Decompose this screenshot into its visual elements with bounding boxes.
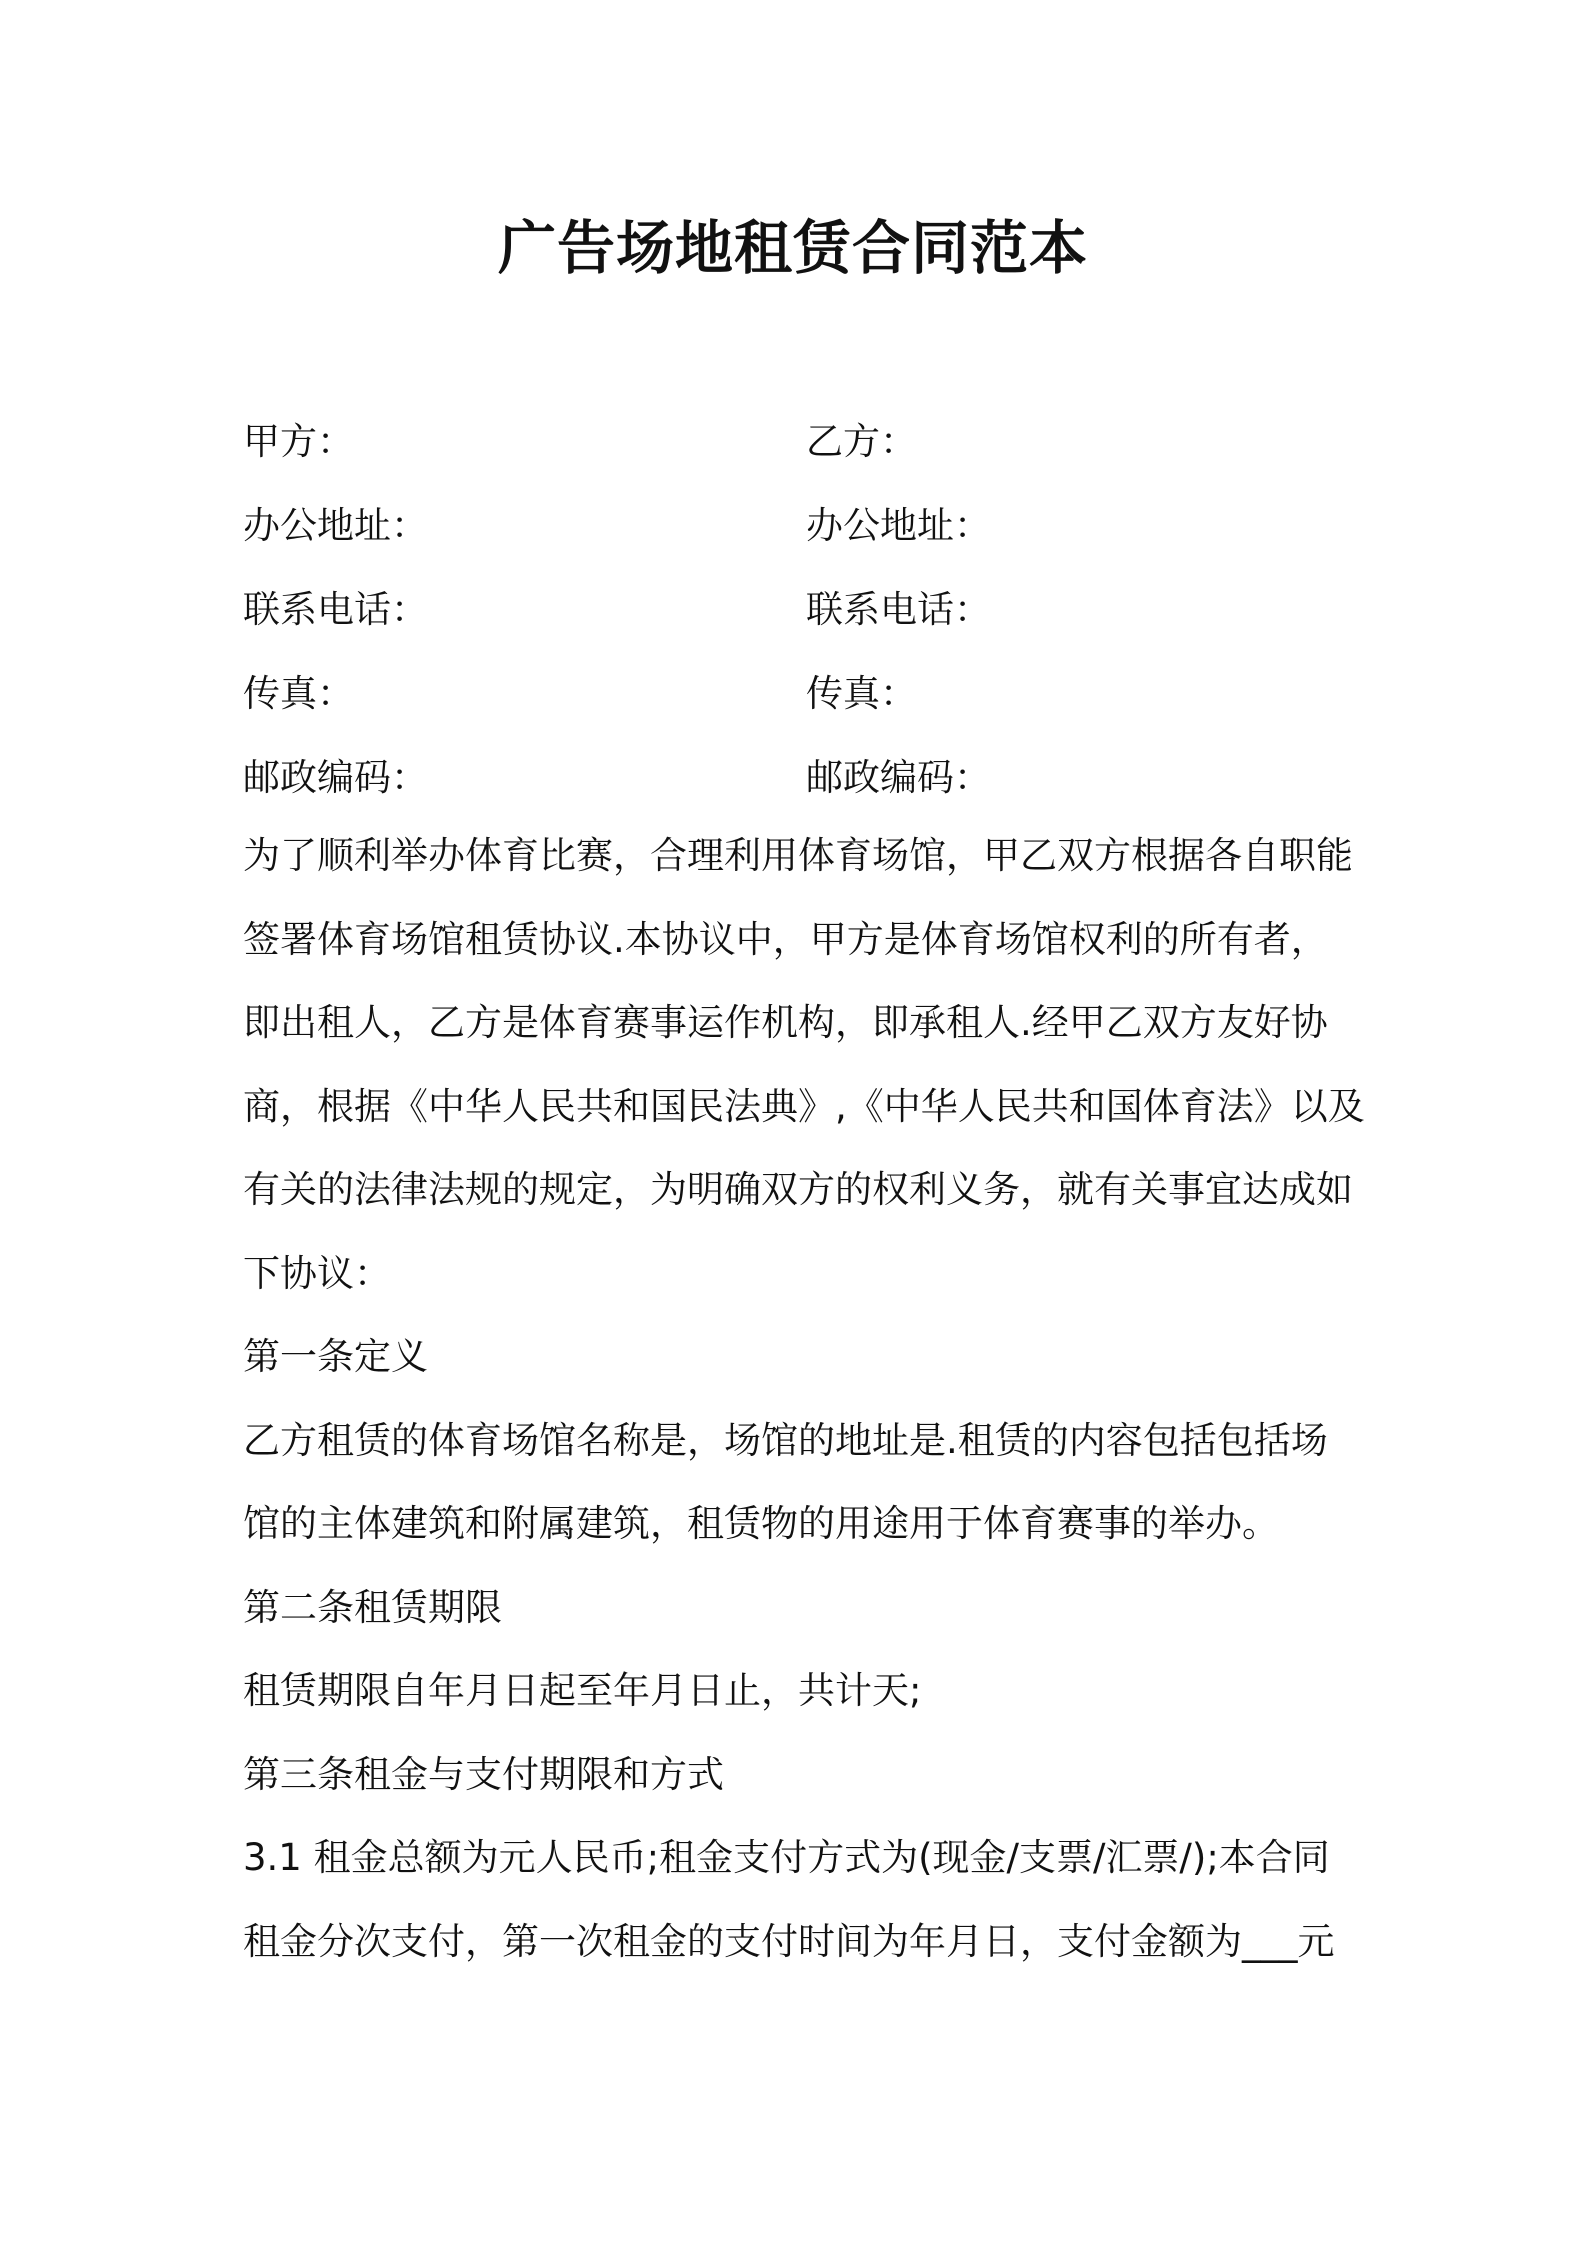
party-b-label: 乙方： bbox=[806, 420, 917, 463]
document-title: 广告场地租赁合同范本 bbox=[497, 214, 1088, 282]
article-1-text: 馆的主体建筑和附属建筑，租赁物的用途用于体育赛事的举办。 bbox=[243, 1502, 1279, 1545]
article-1-text: 乙方租赁的体育场馆名称是，场馆的地址是.租赁的内容包括包括场 bbox=[243, 1418, 1328, 1462]
party-info-block bbox=[243, 400, 1343, 820]
article-1-heading: 第一条定义 bbox=[243, 1335, 428, 1378]
party-a-label: 甲方： bbox=[243, 420, 354, 463]
preamble-line: 签署体育场馆租赁协议.本协议中，甲方是体育场馆权利的所有者， bbox=[243, 917, 1328, 961]
party-a-fax-label: 传真： bbox=[243, 672, 354, 715]
article-3-text: 3.1 租金总额为元人民币;租金支付方式为(现金/支票/汇票/);本合同 bbox=[243, 1836, 1330, 1879]
party-row-postcode bbox=[243, 736, 1343, 820]
party-b-address-label: 办公地址： bbox=[806, 504, 991, 547]
party-a-postcode-label: 邮政编码： bbox=[243, 756, 428, 799]
article-3-heading: 第三条租金与支付期限和方式 bbox=[243, 1752, 724, 1796]
party-row-name bbox=[243, 400, 1343, 484]
party-row-fax bbox=[243, 652, 1343, 736]
party-b-fax-label: 传真： bbox=[806, 672, 917, 715]
party-b-phone-label: 联系电话： bbox=[806, 588, 991, 631]
party-b-postcode-label: 邮政编码： bbox=[806, 756, 991, 799]
article-2-heading: 第二条租赁期限 bbox=[243, 1585, 502, 1629]
preamble-line: 为了顺利举办体育比赛，合理利用体育场馆，甲乙双方根据各自职能 bbox=[243, 834, 1353, 877]
preamble-line: 有关的法律法规的规定，为明确双方的权利义务，就有关事宜达成如 bbox=[243, 1168, 1353, 1211]
article-2-text: 租赁期限自年月日起至年月日止，共计天; bbox=[243, 1669, 922, 1712]
article-3-text: 租金分次支付，第一次租金的支付时间为年月日，支付金额为___元 bbox=[243, 1919, 1335, 1963]
party-a-address-label: 办公地址： bbox=[243, 504, 428, 547]
preamble-line: 商，根据《中华人民共和国民法典》,《中华人民共和国体育法》以及 bbox=[243, 1084, 1365, 1128]
contract-body bbox=[243, 814, 1365, 1983]
party-a-phone-label: 联系电话： bbox=[243, 588, 428, 631]
party-row-address bbox=[243, 484, 1343, 568]
party-row-phone bbox=[243, 568, 1343, 652]
preamble-line: 下协议： bbox=[243, 1251, 391, 1295]
preamble-line: 即出租人，乙方是体育赛事运作机构，即承租人.经甲乙双方友好协 bbox=[243, 1001, 1328, 1044]
